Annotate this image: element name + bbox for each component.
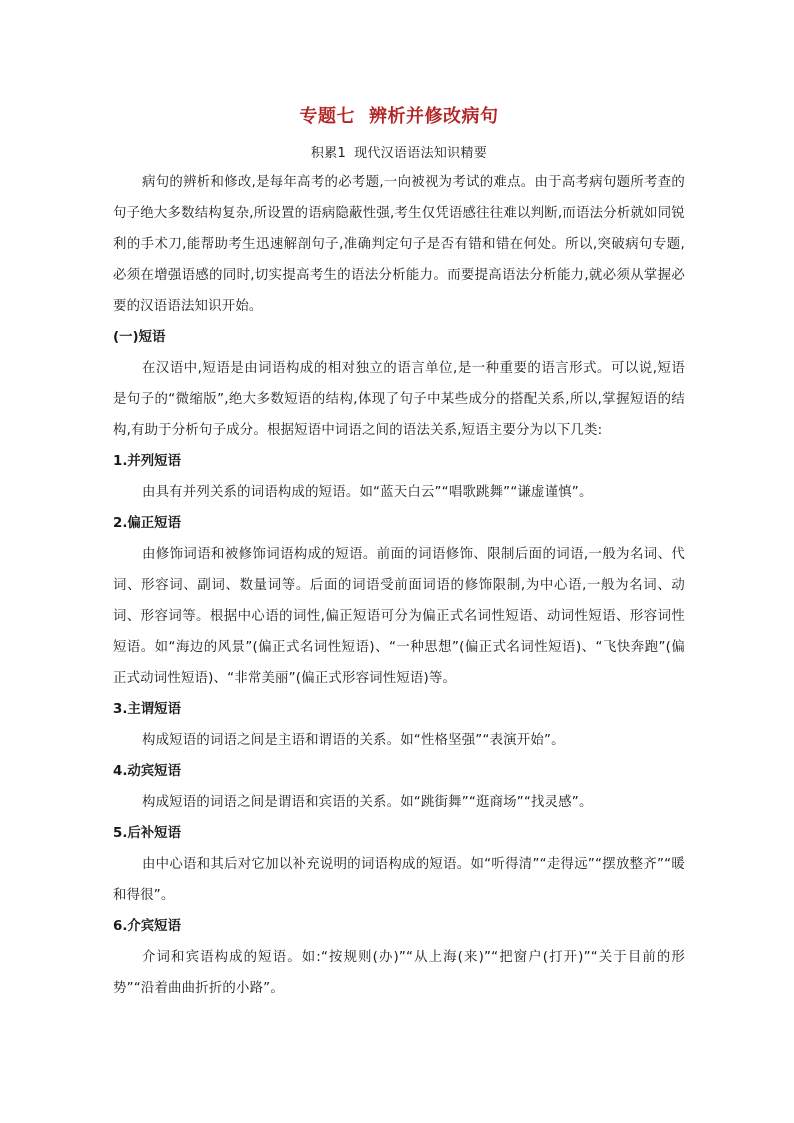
item-paragraph: 由中心语和其后对它加以补充说明的词语构成的短语。如“听得清”“走得远”“摆放整齐”“暖和得很”。 bbox=[113, 857, 685, 903]
section-heading-phrases: (一)短语 bbox=[113, 330, 166, 345]
page-title bbox=[113, 104, 685, 130]
document-content bbox=[113, 104, 685, 1004]
item-paragraph: 介词和宾语构成的短语。如:“按规则(办)”“从上海(来)”“把窗户(打开)”“关于目前的形势”“沿着曲曲折折的小路”。 bbox=[113, 950, 685, 996]
item-paragraph: 由修饰词语和被修饰词语构成的短语。前面的词语修饰、限制后面的词语,一般为名词、代词、形容词、副词、数量词等。后面的词语受前面词语的修饰限制,为中心语,一般为名词、动词、形容词等。根据中心语的词性,偏正短语可分为偏正式名词性短语、动词性短语、形容词性短语。如“海边的风景”(偏正式名词性短语)、“一种思想”(偏正式名词性短语)、“飞快奔跑”(偏正式动词性短语)、“非常美丽”(偏正式形容词性短语)等。 bbox=[113, 547, 685, 686]
subtitle-text: 现代汉语语法知识精要 bbox=[354, 146, 488, 161]
item-paragraph: 构成短语的词语之间是谓语和宾语的关系。如“跳街舞”“逛商场”“找灵感”。 bbox=[142, 795, 593, 810]
item-heading: 6.介宾短语 bbox=[113, 919, 181, 934]
item-heading: 5.后补短语 bbox=[113, 826, 181, 841]
item-paragraph: 由具有并列关系的词语构成的短语。如“蓝天白云”“唱歌跳舞”“谦虚谨慎”。 bbox=[142, 485, 593, 500]
item-heading: 1.并列短语 bbox=[113, 454, 181, 469]
item-heading: 3.主谓短语 bbox=[113, 702, 181, 717]
page-subtitle bbox=[113, 144, 685, 164]
title-topic-number: 专题七 bbox=[299, 106, 355, 127]
subtitle-label: 积累1 bbox=[310, 146, 347, 161]
title-topic-name: 辨析并修改病句 bbox=[369, 106, 499, 127]
item-heading: 2.偏正短语 bbox=[113, 516, 181, 531]
item-heading: 4.动宾短语 bbox=[113, 764, 181, 779]
item-paragraph: 构成短语的词语之间是主语和谓语的关系。如“性格坚强”“表演开始”。 bbox=[142, 733, 565, 748]
intro-paragraph: 病句的辨析和修改,是每年高考的必考题,一向被视为考试的难点。由于高考病句题所考查的句子绝大多数结构复杂,所设置的语病隐蔽性强,考生仅凭语感往往难以判断,而语法分析就如同锐利的手术刀,能帮助考生迅速解剖句子,准确判定句子是否有错和错在何处。所以,突破病句专题,必须在增强语感的同时,切实提高考生的语法分析能力。而要提高语法分析能力,就必须从掌握必要的汉语语法知识开始。 bbox=[113, 175, 685, 314]
section-paragraph-phrases: 在汉语中,短语是由词语构成的相对独立的语言单位,是一种重要的语言形式。可以说,短语是句子的“微缩版”,绝大多数短语的结构,体现了句子中某些成分的搭配关系,所以,掌握短语的结构,有助于分析句子成分。根据短语中词语之间的语法关系,短语主要分为以下几类: bbox=[113, 361, 685, 438]
